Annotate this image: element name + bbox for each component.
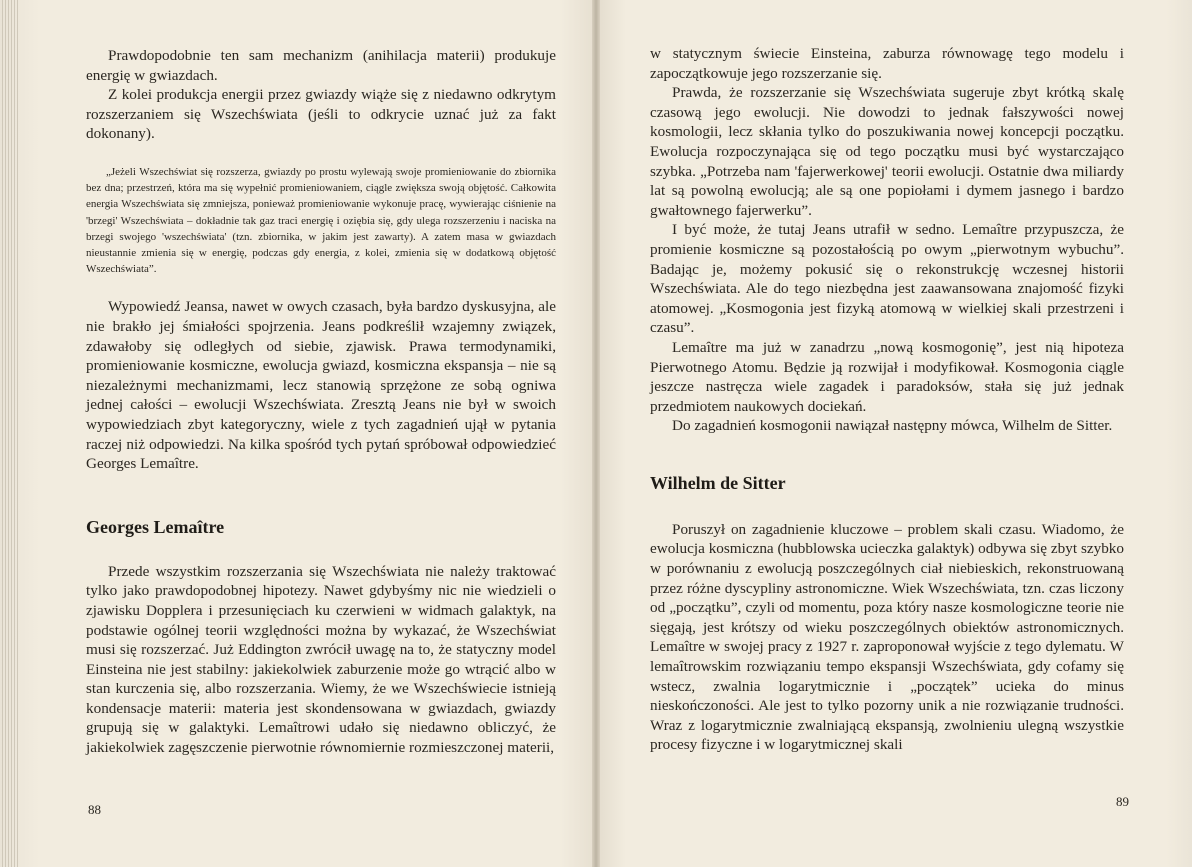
book-gutter (592, 0, 600, 867)
page-number: 88 (88, 802, 101, 817)
section-heading: Georges Lemaître (86, 516, 225, 537)
paragraph: Przede wszystkim rozszerzania się Wszechświata nie należy traktować tylko jako prawdopodobnej hipotezy. Nawet gdybyśmy nic nie wiedzieli o zjawisku Dopplera i przesunięciach ku czerwieni w widmach galaktyk, na podstawie ogólnej teorii względności można by wykazać, że Wszechświat musi się rozszerzać. Już Eddington zwrócił uwagę na to, że statyczny model Einsteina nie jest stabilny: jakiekolwiek zaburzenie może go wtrącić albo w stan kurczenia się, albo rozszerzania. Wiemy, że we Wszechświecie istnieją kondensacje materii: materia jest skondensowana w gwiazdach, gwiazdy grupują się w galaktyki. Lemaîtrowi udało się niedawno obliczyć, że jakiekolwiek zagęszczenie pierwotnie równomiernie rozmieszczonej materii, (86, 562, 556, 757)
paragraph: Prawda, że rozszerzanie się Wszechświata sugeruje zbyt krótką skalę czasową jego ewolucji. Nie dowodzi to jednak fałszywości nowej kosmologii, lecz skłania tylko do poszukiwania nowej koncepcji początku. Ewolucja rozpoczynająca się od tego początku musi być wystarczająco szybka. „Potrzeba nam 'fajerwerkowej' teorii ewolucji. Ostatnie dwa miliardy lat są powolną ewolucją; ale są one popiołami i dymem jasnego i bardzo gwałtownego fajerwerku”. (650, 84, 1124, 219)
paragraph: Prawdopodobnie ten sam mechanizm (anihilacja materii) produkuje energię w gwiazdach. (86, 47, 556, 84)
paragraph: w statycznym świecie Einsteina, zaburza równowagę tego modelu i zapoczątkowuje jego rozszerzanie się. (650, 45, 1124, 82)
block-quote (86, 164, 556, 277)
paragraph: Z kolei produkcja energii przez gwiazdy wiąże się z niedawno odkrytym rozszerzaniem się Wszechświata (jeśli to odkrycie uznać już za fakt dokonany). (86, 86, 556, 143)
page-number: 89 (1116, 794, 1129, 809)
left-page-text (86, 46, 556, 758)
paragraph: Poruszył on zagadnienie kluczowe – problem skali czasu. Wiadomo, że ewolucja kosmiczna (hubblowska ucieczka galaktyk) odbywa się zbyt szybko w porównaniu z ewolucją poszczególnych ciał niebieskich, rekonstruowaną przez różne dyscypliny astronomiczne. Wiek Wszechświata, tzn. czas liczony od „początku”, czyli od momentu, poza który nasze kosmologiczne teorie nie sięgają, jest krótszy od wieku poszczególnych obiektów astronomicznych. Lemaître w swojej pracy z 1927 r. zaproponował wyjście z tego dylematu. W lemaîtrowskim rozwiązaniu tempo ekspansji Wszechświata, gdy cofamy się wstecz, zwalnia logarytmicznie i „początek” ucieka do minus nieskończoności. Ale jest to tylko pozorny unik a nie rozwiązanie trudności. Wraz z logarytmicznie zwalniającą ekspansją, zwolnieniu ulegną wszystkie procesy fizyczne i w logarytmicznej skali (650, 520, 1124, 754)
quote-text: „Jeżeli Wszechświat się rozszerza, gwiazdy po prostu wylewają swoje promieniowanie do zbiornika bez dna; przestrzeń, która ma się wypełnić promieniowaniem, ciągle zwiększa swoją objętość. Całkowita energia Wszechświata się zmniejsza, ponieważ promieniowanie wykonuje pracę, wywierając ciśnienie na 'brzegi' Wszechświata – dokładnie tak gaz traci energię i oziębia się, gdy ulega rozszerzeniu i naciska na brzegi swojego 'wszechświata' (tzn. zbiornika, w jakim jest zawarty). A zatem masa w gwiazdach nieustannie zmienia się w energię, podczas gdy energia, z kolei, zmienia się w dodatkową objętość Wszechświata”. (86, 165, 556, 276)
paragraph: Do zagadnień kosmogonii nawiązał następny mówca, Wilhelm de Sitter. (672, 417, 1113, 435)
page-edges (2, 0, 18, 867)
right-page-text (650, 44, 1124, 755)
paragraph: I być może, że tutaj Jeans utrafił w sedno. Lemaître przypuszcza, że promienie kosmiczne są pozostałością po owym „pierwotnym wybuchu”. Badając je, możemy pokusić się o rekonstrukcję wczesnej historii Wszechświata. Ale do tego niezbędna jest zaawansowana znajomość fizyki atomowej. „Kosmogonia jest fizyką atomową w wielkiej skali przestrzeni i czasu”. (650, 221, 1124, 337)
paragraph: Wypowiedź Jeansa, nawet w owych czasach, była bardzo dyskusyjna, ale nie brakło jej śmiałości spojrzenia. Jeans podkreślił wzajemny związek, zdawałoby się odległych od siebie, zjawisk. Prawa termodynamiki, promieniowanie kosmiczne, ewolucja gwiazd, kosmiczna ekspansja – nie są niezależnymi mechanizmami, lecz stanowią sprzężone ze sobą ogniwa jednej całości – ewolucji Wszechświata. Zresztą Jeans nie był w swoich wypowiedziach zbyt kategoryczny, wiele z tych zagadnień ujął w pytania raczej niż odpowiedzi. Na kilka spośród tych pytań spróbował odpowiedzieć Georges Lemaître. (86, 298, 556, 473)
paragraph: Lemaître ma już w zanadrzu „nową kosmogonię”, jest nią hipoteza Pierwotnego Atomu. Będzie ją rozwijał i modyfikował. Kosmogonia ciągle jeszcze nastręcza wiele zagadek i paradoksów, stała się już jednak przedmiotem naukowych dociekań. (650, 338, 1124, 415)
section-heading: Wilhelm de Sitter (650, 472, 786, 493)
